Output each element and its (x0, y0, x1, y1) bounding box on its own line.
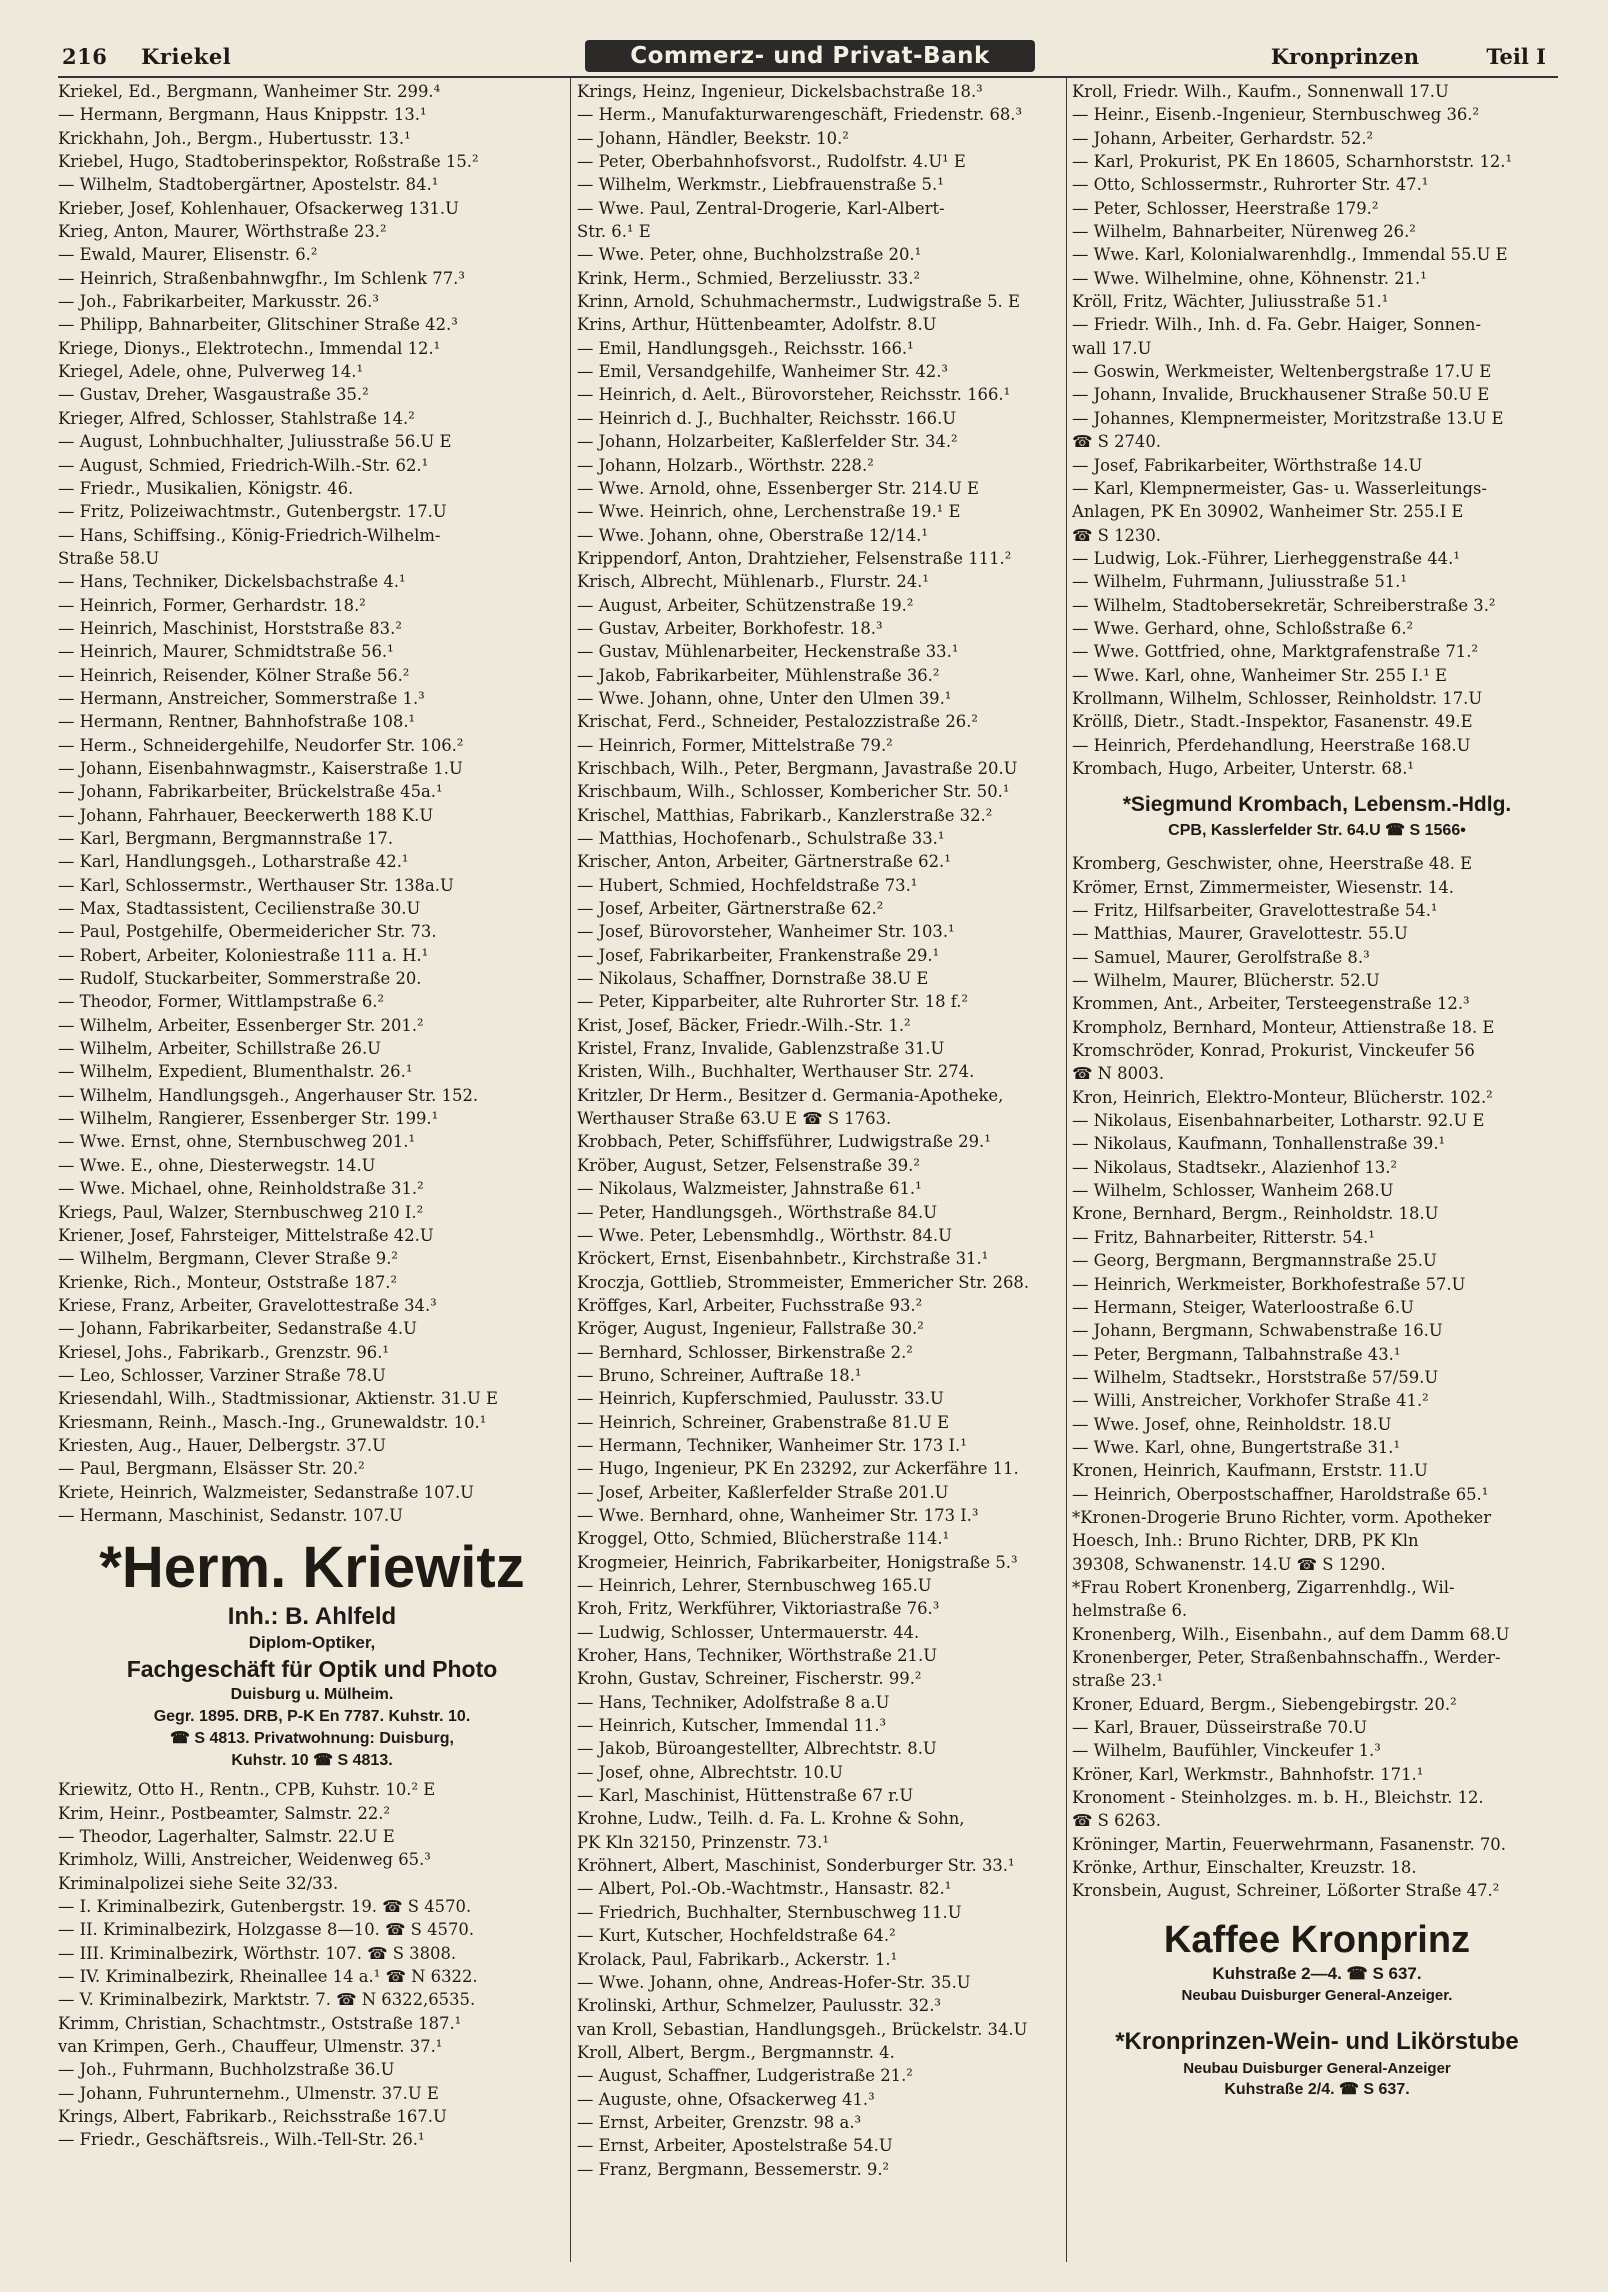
header-rule (58, 76, 1558, 78)
directory-entry: — Hermann, Techniker, Wanheimer Str. 173 I.¹ (577, 1435, 967, 1455)
directory-entry: — Heinrich, Lehrer, Sternbuschweg 165.U (577, 1576, 932, 1595)
directory-entry: Kriege, Dionys., Elektrotechn., Immendal 12.¹ (58, 338, 441, 358)
directory-entry: Kriebel, Hugo, Stadtoberinspektor, Roßstraße 15.² (58, 152, 479, 172)
directory-entry: Krim, Heinr., Postbeamter, Salmstr. 22.² (58, 1803, 391, 1823)
column-1 (58, 80, 566, 2262)
directory-entry: Kristen, Wilh., Buchhalter, Werthauser Str. 274. (577, 1062, 975, 1082)
directory-entry: — Otto, Schlossermstr., Ruhrorter Str. 47.¹ (1072, 175, 1429, 195)
directory-entry: — Josef, ohne, Albrechtstr. 10.U (577, 1762, 843, 1782)
directory-entry: — Nikolaus, Stadtsekr., Alazienhof 13.² (1072, 1157, 1398, 1177)
directory-entry: — Hans, Techniker, Adolfstraße 8 a.U (577, 1692, 890, 1712)
directory-entry: Kritzler, Dr Herm., Besitzer d. Germania-Apotheke, (577, 1085, 1004, 1105)
directory-entry: — Theodor, Lagerhalter, Salmstr. 22.U E (58, 1827, 395, 1846)
directory-entry: — Wwe. Karl, Kolonialwarenhdlg., Immendal 55.U E (1072, 245, 1508, 265)
directory-entry: — Wwe. Karl, ohne, Bungertstraße 31.¹ (1072, 1437, 1401, 1457)
directory-entry: — Wilhelm, Arbeiter, Essenberger Str. 201.² (58, 1015, 424, 1035)
directory-entry: wall 17.U (1072, 338, 1152, 358)
directory-entry: Krink, Herm., Schmied, Berzeliusstr. 33.² (577, 268, 921, 288)
directory-entry: — Johann, Fuhrunternehm., Ulmenstr. 37.U E (58, 2083, 439, 2103)
directory-entry: — Peter, Kipparbeiter, alte Ruhrorter Str. 18 f.² (577, 992, 969, 1012)
directory-entry: — Karl, Maschinist, Hüttenstraße 67 r.U (577, 1786, 914, 1806)
directory-entry: — Hubert, Schmied, Hochfeldstraße 73.¹ (577, 875, 918, 895)
header-right (1211, 44, 1546, 69)
directory-entry: ☎ N 8003. (1072, 1064, 1165, 1084)
directory-entry: Krieg, Anton, Maurer, Wörthstraße 23.² (58, 222, 387, 242)
directory-entry: — Peter, Handlungsgeh., Wörthstraße 84.U (577, 1202, 938, 1222)
directory-entry: — Heinrich, Former, Mittelstraße 79.² (577, 735, 893, 755)
directory-entry: — Karl, Prokurist, PK En 18605, Scharnhorststr. 12.¹ (1072, 152, 1513, 172)
directory-entry: — Johann, Holzarb., Wörthstr. 228.² (577, 455, 874, 475)
directory-entry: — Wilhelm, Stadtsekr., Horststraße 57/59.U (1072, 1367, 1439, 1387)
directory-entry: — Wwe. Wilhelmine, ohne, Köhnenstr. 21.¹ (1072, 268, 1427, 288)
directory-entry: Krohne, Ludw., Teilh. d. Fa. L. Krohne & Sohn, (577, 1809, 965, 1829)
directory-entry: — Joh., Fabrikarbeiter, Markusstr. 26.³ (58, 292, 379, 312)
directory-entry: — Fritz, Bahnarbeiter, Ritterstr. 54.¹ (1072, 1227, 1375, 1247)
directory-entry: Kronsbein, August, Schreiner, Lößorter Straße 47.² (1072, 1881, 1500, 1901)
directory-entry: — Jakob, Fabrikarbeiter, Mühlenstraße 36.² (577, 665, 940, 685)
directory-entry: Kriesendahl, Wilh., Stadtmissionar, Aktienstr. 31.U E (58, 1389, 498, 1409)
directory-entry: — Johann, Holzarbeiter, Kaßlerfelder Str. 34.² (577, 432, 958, 452)
directory-entry: — Heinrich, Kupferschmied, Paulusstr. 33.U (577, 1389, 944, 1409)
ad-home: Kuhstr. 10 ☎ S 4813. (231, 1752, 393, 1770)
directory-entry: Kröninger, Martin, Feuerwehrmann, Fasanenstr. 70. (1072, 1834, 1506, 1854)
directory-entry: — Nikolaus, Walzmeister, Jahnstraße 61.¹ (577, 1179, 922, 1199)
ad-address: CPB, Kasslerfelder Str. 64.U ☎ S 1566• (1168, 822, 1466, 840)
directory-entry: — Wwe. Arnold, ohne, Essenberger Str. 214.U E (577, 478, 980, 498)
directory-entry: — Wilhelm, Baufühler, Vinckeufer 1.³ (1072, 1741, 1381, 1761)
directory-entry: — Leo, Schlosser, Varziner Straße 78.U (58, 1365, 386, 1385)
directory-entry: Kriete, Heinrich, Walzmeister, Sedanstraße 107.U (58, 1482, 474, 1502)
directory-entry: ☎ S 2740. (1072, 432, 1161, 452)
column-1-entries-after (58, 1778, 566, 2152)
directory-entry: Krolinski, Arthur, Schmelzer, Paulusstr. 32.³ (577, 1996, 941, 2016)
directory-entry: — Goswin, Werkmeister, Weltenbergstraße 17.U E (1072, 362, 1492, 382)
directory-entry: — Samuel, Maurer, Gerolfstraße 8.³ (1072, 947, 1370, 967)
directory-entry: — August, Schaffner, Ludgeristraße 21.² (577, 2066, 913, 2086)
directory-entry: — Peter, Bergmann, Talbahnstraße 43.¹ (1072, 1344, 1401, 1364)
directory-entry: — August, Lohnbuchhalter, Juliusstraße 56.U E (58, 432, 452, 452)
bank-banner: Commerz- und Privat-Bank (585, 40, 1035, 72)
directory-entry: Kröllß, Dietr., Stadt.-Inspektor, Fasanenstr. 49.E (1072, 712, 1473, 732)
directory-entry: — Wwe. Bernhard, ohne, Wanheimer Str. 173 I.³ (577, 1505, 979, 1525)
directory-entry: — Heinrich, Straßenbahnwgfhr., Im Schlenk 77.³ (58, 268, 465, 288)
directory-entry: — Wilhelm, Werkmstr., Liebfrauenstraße 5.¹ (577, 175, 944, 195)
directory-entry: — Robert, Arbeiter, Koloniestraße 111 a. H.¹ (58, 945, 429, 965)
directory-entry: — Bruno, Schreiner, Auftraße 18.¹ (577, 1365, 862, 1385)
directory-entry: Werthauser Straße 63.U E ☎ S 1763. (577, 1109, 892, 1129)
directory-entry: Krollmann, Wilhelm, Schlosser, Reinholdstr. 17.U (1072, 688, 1483, 708)
ad-phone: ☎ S 4813. Privatwohnung: Duisburg, (170, 1730, 454, 1748)
ad-owner: Inh.: B. Ahlfeld (227, 1603, 397, 1631)
ad-name: *Siegmund Krombach, Lebensm.-Hdlg. (1122, 793, 1512, 817)
directory-entry: Krieber, Josef, Kohlenhauer, Ofsackerweg 131.U (58, 198, 459, 218)
directory-entry: Kriesten, Aug., Hauer, Delbergstr. 37.U (58, 1435, 386, 1455)
directory-entry: Kroll, Friedr. Wilh., Kaufm., Sonnenwall 17.U (1072, 82, 1449, 101)
directory-entry: — Herm., Schneidergehilfe, Neudorfer Str. 106.² (58, 735, 464, 755)
directory-entry: — Johann, Eisenbahnwagmstr., Kaiserstraße 1.U (58, 758, 463, 778)
directory-entry: — Emil, Versandgehilfe, Wanheimer Str. 42.³ (577, 362, 948, 382)
directory-entry: — Hans, Techniker, Dickelsbachstraße 4.¹ (58, 572, 406, 592)
directory-entry: — Heinrich, Former, Gerhardstr. 18.² (58, 595, 366, 615)
directory-entry: *Kronen-Drogerie Bruno Richter, vorm. Apotheker (1072, 1507, 1492, 1527)
directory-entry: — Paul, Bergmann, Elsässer Str. 20.² (58, 1459, 365, 1479)
directory-entry: Kroher, Hans, Techniker, Wörthstraße 21.U (577, 1646, 938, 1666)
directory-entry: Krompholz, Bernhard, Monteur, Attienstraße 18. E (1072, 1017, 1495, 1037)
directory-entry: — Joh., Fuhrmann, Buchholzstraße 36.U (58, 2060, 395, 2080)
directory-entry: — Nikolaus, Schaffner, Dornstraße 38.U E (577, 969, 929, 989)
directory-entry: — Johann, Fabrikarbeiter, Brückelstraße 45a.¹ (58, 782, 443, 802)
directory-entry: — Ludwig, Schlosser, Untermauerstr. 44. (577, 1622, 920, 1642)
directory-entry: Krischat, Ferd., Schneider, Pestalozzistraße 26.² (577, 712, 978, 732)
directory-entry: *Frau Robert Kronenberg, Zigarrenhdlg., Wil- (1072, 1577, 1455, 1597)
column-3 (1072, 80, 1562, 2262)
column-3-entries (1072, 80, 1562, 780)
directory-entry: — Wwe. Michael, ohne, Reinholdstraße 31.² (58, 1179, 424, 1199)
directory-entry: Anlagen, PK En 30902, Wanheimer Str. 255.I E (1072, 502, 1464, 522)
directory-entry: — Wilhelm, Handlungsgeh., Angerhauser Str. 152. (58, 1085, 479, 1105)
directory-entry: ☎ S 6263. (1072, 1811, 1161, 1831)
directory-entry: — Wwe. Johann, ohne, Andreas-Hofer-Str. 35.U (577, 1972, 971, 1992)
kriewitz-ad (58, 1533, 566, 1772)
directory-entry: — Max, Stadtassistent, Cecilienstraße 30.U (58, 899, 421, 919)
directory-entry: — Wwe. Peter, ohne, Buchholzstraße 20.¹ (577, 245, 922, 265)
directory-entry: — Kurt, Kutscher, Hochfeldstraße 64.² (577, 1926, 896, 1946)
directory-entry: ☎ S 1230. (1072, 525, 1161, 545)
header-left (62, 44, 231, 69)
directory-entry: Kronenberg, Wilh., Eisenbahn., auf dem Damm 68.U (1072, 1624, 1510, 1644)
directory-entry: Kriesel, Johs., Fabrikarb., Grenzstr. 96.¹ (58, 1342, 390, 1362)
directory-entry: — Heinrich, Schreiner, Grabenstraße 81.U E (577, 1412, 950, 1432)
directory-entry: — Wwe. Johann, ohne, Oberstraße 12/14.¹ (577, 525, 928, 545)
directory-entry: PK Kln 32150, Prinzenstr. 73.¹ (577, 1832, 829, 1852)
directory-entry: — Wilhelm, Expedient, Blumenthalstr. 26.¹ (58, 1062, 413, 1082)
directory-entry: — Paul, Postgehilfe, Obermeidericher Str. 73. (58, 922, 437, 942)
directory-entry: — Hans, Schiffsing., König-Friedrich-Wilhelm- (58, 525, 441, 545)
directory-entry: Kriesmann, Reinh., Masch.-Ing., Grunewaldstr. 10.¹ (58, 1412, 487, 1432)
directory-entry: Kroner, Eduard, Bergm., Siebengebirgstr. 20.² (1072, 1694, 1457, 1714)
directory-entry: Krist, Josef, Bäcker, Friedr.-Wilh.-Str. 1.² (577, 1015, 911, 1035)
directory-entry: — Fritz, Polizeiwachtmstr., Gutenbergstr. 17.U (58, 502, 447, 522)
krombach-ad (1072, 790, 1562, 842)
directory-entry: — Karl, Handlungsgeh., Lotharstraße 42.¹ (58, 852, 409, 872)
directory-entry: Krimholz, Willi, Anstreicher, Weidenweg 65.³ (58, 1850, 431, 1870)
directory-entry: — Wwe. E., ohne, Diesterwegstr. 14.U (58, 1155, 376, 1175)
directory-entry: — Wilhelm, Bergmann, Clever Straße 9.² (58, 1249, 399, 1269)
directory-entry: Kröger, August, Ingenieur, Fallstraße 30.² (577, 1319, 924, 1339)
directory-entry: — Matthias, Maurer, Gravelottestr. 55.U (1072, 924, 1408, 944)
directory-entry: — Franz, Bergmann, Bessemerstr. 9.² (577, 2159, 890, 2179)
directory-entry: — Ernst, Arbeiter, Grenzstr. 98 a.³ (577, 2112, 862, 2132)
directory-entry: — Wwe. Johann, ohne, Unter den Ulmen 39.¹ (577, 688, 952, 708)
directory-entry: Krischel, Matthias, Fabrikarb., Kanzlerstraße 32.² (577, 805, 993, 825)
column-2 (577, 80, 1061, 2262)
column-1-entries (58, 80, 566, 1527)
ad-location: Neubau Duisburger General-Anzeiger (1183, 2059, 1451, 2077)
directory-entry: — Gustav, Arbeiter, Borkhofestr. 18.³ (577, 618, 883, 638)
directory-entry: — Josef, Bürovorsteher, Wanheimer Str. 103.¹ (577, 922, 955, 942)
directory-entry: straße 23.¹ (1072, 1671, 1164, 1691)
directory-entry: Krienke, Rich., Monteur, Oststraße 187.² (58, 1272, 398, 1292)
directory-entry: Krohn, Gustav, Schreiner, Fischerstr. 99.² (577, 1669, 922, 1689)
directory-entry: — Heinrich, Reisender, Kölner Straße 56.² (58, 665, 410, 685)
directory-entry: Kröner, Karl, Werkmstr., Bahnhofstr. 171.¹ (1072, 1764, 1424, 1784)
directory-entry: — Johann, Invalide, Bruckhausener Straße 50.U E (1072, 385, 1490, 405)
directory-entry: — Josef, Fabrikarbeiter, Frankenstraße 29.¹ (577, 945, 940, 965)
directory-entry: Krischbaum, Wilh., Schlosser, Kombericher Str. 50.¹ (577, 782, 1010, 802)
directory-entry: — Peter, Schlosser, Heerstraße 179.² (1072, 198, 1379, 218)
header-right-word: Kronprinzen (1270, 44, 1420, 69)
ad-place: Duisburg u. Mülheim. (230, 1686, 394, 1704)
directory-entry: — Ewald, Maurer, Elisenstr. 6.² (58, 245, 318, 265)
directory-entry: — August, Arbeiter, Schützenstraße 19.² (577, 595, 914, 615)
header-left-word: Kriekel (141, 44, 232, 69)
directory-entry: van Krimpen, Gerh., Chauffeur, Ulmenstr. 37.¹ (58, 2037, 443, 2057)
directory-entry: — Friedrich, Buchhalter, Sternbuschweg 11.U (577, 1902, 962, 1922)
directory-entry: — Gustav, Dreher, Wasgaustraße 35.² (58, 385, 369, 405)
column-2-entries (577, 80, 1061, 2181)
directory-entry: — Johann, Arbeiter, Gerhardstr. 52.² (1072, 128, 1374, 148)
directory-entry: — III. Kriminalbezirk, Wörthstr. 107. ☎ S 3808. (58, 1943, 457, 1963)
directory-entry: Krischer, Anton, Arbeiter, Gärtnerstraße 62.¹ (577, 852, 951, 872)
directory-entry: — August, Schmied, Friedrich-Wilh.-Str. 62.¹ (58, 455, 429, 475)
directory-entry: Kron, Heinrich, Elektro-Monteur, Blücherstr. 102.² (1072, 1087, 1493, 1107)
directory-entry: — Josef, Arbeiter, Gärtnerstraße 62.² (577, 899, 884, 919)
directory-entry: — Emil, Handlungsgeh., Reichsstr. 166.¹ (577, 338, 914, 358)
directory-entry: Krommen, Ant., Arbeiter, Tersteegenstraße 12.³ (1072, 994, 1470, 1014)
directory-entry: Kriewitz, Otto H., Rentn., CPB, Kuhstr. 10.² E (58, 1780, 436, 1800)
directory-entry: — Wwe. Gerhard, ohne, Schloßstraße 6.² (1072, 618, 1414, 638)
directory-entry: Krogmeier, Heinrich, Fabrikarbeiter, Honigstraße 5.³ (577, 1552, 1018, 1572)
directory-entry: — Peter, Oberbahnhofsvorst., Rudolfstr. 4.U¹ E (577, 152, 966, 172)
directory-entry: — Wilhelm, Bahnarbeiter, Nürenweg 26.² (1072, 222, 1416, 242)
directory-entry: — Ernst, Arbeiter, Apostelstraße 54.U (577, 2136, 893, 2156)
directory-entry: — Fritz, Hilfsarbeiter, Gravelottestraße 54.¹ (1072, 901, 1438, 920)
directory-entry: — Nikolaus, Eisenbahnarbeiter, Lotharstr. 92.U E (1072, 1111, 1485, 1131)
directory-entry: — Hugo, Ingenieur, PK En 23292, zur Ackerfähre 11. (577, 1459, 1019, 1479)
directory-entry: Kröckert, Ernst, Eisenbahnbetr., Kirchstraße 31.¹ (577, 1249, 989, 1269)
directory-entry: — Wilhelm, Stadtobersekretär, Schreiberstraße 3.² (1072, 595, 1496, 615)
column-3-entries-mid (1072, 852, 1562, 1902)
directory-entry: — Heinrich, Maschinist, Horststraße 83.² (58, 618, 402, 638)
directory-entry: — IV. Kriminalbezirk, Rheinallee 14 a.¹ ☎ N 6322. (58, 1967, 478, 1987)
directory-entry: Kriekel, Ed., Bergmann, Wanheimer Str. 299.⁴ (58, 82, 441, 101)
directory-entry: — Heinrich d. J., Buchhalter, Reichsstr. 166.U (577, 408, 957, 428)
directory-entry: Krippendorf, Anton, Drahtzieher, Felsenstraße 111.² (577, 548, 1012, 568)
directory-entry: — Karl, Bergmann, Bergmannstraße 17. (58, 829, 394, 848)
directory-entry: Kriese, Franz, Arbeiter, Gravelottestraße 34.³ (58, 1295, 437, 1315)
directory-entry: Krings, Heinz, Ingenieur, Dickelsbachstraße 18.³ (577, 82, 983, 101)
directory-entry: Krömer, Ernst, Zimmermeister, Wiesenstr. 14. (1072, 877, 1454, 897)
directory-entry: Kriegel, Adele, ohne, Pulverweg 14.¹ (58, 362, 364, 382)
directory-entry: — Wwe. Karl, ohne, Wanheimer Str. 255 I.¹ E (1072, 665, 1447, 685)
directory-entry: — Johann, Händler, Beekstr. 10.² (577, 128, 849, 148)
directory-entry: — Matthias, Hochofenarb., Schulstraße 33.¹ (577, 829, 945, 848)
directory-entry: — Karl, Brauer, Düsseirstraße 70.U (1072, 1718, 1368, 1738)
directory-entry: — Herm., Manufakturwarengeschäft, Friedenstr. 68.³ (577, 105, 1023, 125)
directory-entry: — Wilhelm, Rangierer, Essenberger Str. 199.¹ (58, 1109, 439, 1129)
directory-entry: — Hermann, Anstreicher, Sommerstraße 1.³ (58, 688, 425, 708)
directory-entry: — Nikolaus, Kaufmann, Tonhallenstraße 39.¹ (1072, 1134, 1446, 1154)
directory-entry: — Heinr., Eisenb.-Ingenieur, Sternbuschweg 36.² (1072, 105, 1480, 125)
directory-entry: — Wwe. Ernst, ohne, Sternbuschweg 201.¹ (58, 1132, 416, 1152)
directory-entry: Kroll, Albert, Bergm., Bergmannstr. 4. (577, 2042, 895, 2062)
directory-entry: — II. Kriminalbezirk, Holzgasse 8—10. ☎ S 4570. (58, 1920, 475, 1940)
directory-entry: helmstraße 6. (1072, 1601, 1188, 1621)
column-divider (1066, 76, 1067, 2262)
directory-entry: — Georg, Bergmann, Bergmannstraße 25.U (1072, 1251, 1437, 1271)
directory-entry: — Hermann, Bergmann, Haus Knippstr. 13.¹ (58, 105, 427, 125)
ad-name: *Herm. Kriewitz (99, 1535, 525, 1601)
kaffee-kronprinz-ad (1072, 1917, 1562, 2006)
directory-entry: — Karl, Schlossermstr., Werthauser Str. 138a.U (58, 875, 454, 895)
directory-entry: Hoesch, Inh.: Bruno Richter, DRB, PK Kln (1072, 1531, 1419, 1551)
directory-entry: Kromschröder, Konrad, Prokurist, Vinckeufer 56 (1072, 1041, 1475, 1061)
directory-entry: Kristel, Franz, Invalide, Gablenzstraße 31.U (577, 1039, 945, 1059)
directory-entry: — Wilhelm, Fuhrmann, Juliusstraße 51.¹ (1072, 572, 1407, 592)
directory-entry: — Wwe. Paul, Zentral-Drogerie, Karl-Albert- (577, 198, 945, 218)
directory-entry: Krimm, Christian, Schachtmstr., Oststraße 187.¹ (58, 2013, 462, 2033)
directory-entry: — Rudolf, Stuckarbeiter, Sommerstraße 20. (58, 969, 422, 989)
directory-entry: — Wilhelm, Stadtobergärtner, Apostelstr. 84.¹ (58, 175, 439, 195)
directory-entry: — Wilhelm, Schlosser, Wanheim 268.U (1072, 1181, 1394, 1201)
ad-address: Kuhstraße 2—4. ☎ S 637. (1212, 1963, 1422, 1983)
directory-entry: Kronenberger, Peter, Straßenbahnschaffn., Werder- (1072, 1648, 1501, 1667)
directory-entry: — Jakob, Büroangestellter, Albrechtstr. 8.U (577, 1739, 937, 1759)
page-number: 216 (62, 44, 108, 69)
directory-entry: Kroggel, Otto, Schmied, Blücherstraße 114.¹ (577, 1529, 950, 1549)
directory-entry: Str. 6.¹ E (577, 222, 651, 242)
directory-entry: — Heinrich, d. Aelt., Bürovorsteher, Reichsstr. 166.¹ (577, 385, 1011, 405)
directory-entry: Kriener, Josef, Fahrsteiger, Mittelstraße 42.U (58, 1225, 434, 1245)
directory-entry: — Gustav, Mühlenarbeiter, Heckenstraße 33.¹ (577, 642, 959, 662)
directory-entry: — Johannes, Klempnermeister, Moritzstraße 13.U E (1072, 408, 1504, 428)
directory-entry: — Josef, Arbeiter, Kaßlerfelder Straße 201.U (577, 1482, 949, 1502)
directory-entry: — Wilhelm, Maurer, Blücherstr. 52.U (1072, 971, 1380, 991)
directory-entry: 39308, Schwanenstr. 14.U ☎ S 1290. (1072, 1554, 1386, 1574)
directory-entry: — Wwe. Heinrich, ohne, Lerchenstraße 19.¹ E (577, 502, 961, 522)
directory-entry: Krieger, Alfred, Schlosser, Stahlstraße 14.² (58, 408, 415, 428)
directory-entry: Krobbach, Peter, Schiffsführer, Ludwigstraße 29.¹ (577, 1132, 991, 1152)
directory-entry: Krisch, Albrecht, Mühlenarb., Flurstr. 24.¹ (577, 572, 929, 592)
directory-entry: Krombach, Hugo, Arbeiter, Unterstr. 68.¹ (1072, 758, 1414, 778)
directory-entry: — Wwe. Peter, Lebensmhdlg., Wörthstr. 84.U (577, 1225, 952, 1245)
directory-entry: — I. Kriminalbezirk, Gutenbergstr. 19. ☎ S 4570. (58, 1897, 472, 1917)
directory-entry: Kröll, Fritz, Wächter, Juliusstraße 51.¹ (1072, 292, 1389, 312)
directory-entry: — Auguste, ohne, Ofsackerweg 41.³ (577, 2089, 875, 2109)
ad-founded: Gegr. 1895. DRB, P-K En 7787. Kuhstr. 10. (153, 1708, 471, 1726)
ad-name: Kaffee Kronprinz (1163, 1918, 1471, 1961)
directory-entry: — Hermann, Steiger, Waterloostraße 6.U (1072, 1297, 1414, 1317)
directory-entry: — Heinrich, Kutscher, Immendal 11.³ (577, 1716, 887, 1736)
directory-entry: Krings, Albert, Fabrikarb., Reichsstraße 167.U (58, 2107, 447, 2127)
directory-entry: — Heinrich, Pferdehandlung, Heerstraße 168.U (1072, 735, 1471, 755)
directory-entry: — Bernhard, Schlosser, Birkenstraße 2.² (577, 1342, 913, 1362)
directory-entry: Kröber, August, Setzer, Felsenstraße 39.² (577, 1155, 920, 1175)
directory-entry: — Wwe. Josef, ohne, Reinholdstr. 18.U (1072, 1414, 1392, 1434)
directory-entry: Kroczja, Gottlieb, Strommeister, Emmericher Str. 268. (577, 1272, 1030, 1292)
directory-entry: — Josef, Fabrikarbeiter, Wörthstraße 14.U (1072, 455, 1423, 475)
directory-entry: Kröhnert, Albert, Maschinist, Sonderburger Str. 33.¹ (577, 1856, 1015, 1876)
directory-entry: — Friedr., Musikalien, Königstr. 46. (58, 478, 354, 498)
directory-entry: — Hermann, Maschinist, Sedanstr. 107.U (58, 1505, 403, 1525)
directory-entry: — V. Kriminalbezirk, Marktstr. 7. ☎ N 6322,6535. (58, 1990, 476, 2010)
directory-entry: Krischbach, Wilh., Peter, Bergmann, Javastraße 20.U (577, 758, 1018, 778)
directory-entry: — Wwe. Gottfried, ohne, Marktgrafenstraße 71.² (1072, 642, 1479, 662)
column-divider (570, 76, 571, 2262)
directory-entry: Kriegs, Paul, Walzer, Sternbuschweg 210 I.² (58, 1202, 424, 1222)
directory-entry: — Johann, Bergmann, Schwabenstraße 16.U (1072, 1321, 1443, 1341)
directory-entry: Krinn, Arnold, Schuhmachermstr., Ludwigstraße 5. E (577, 292, 1020, 312)
directory-entry: — Wilhelm, Arbeiter, Schillstraße 26.U (58, 1039, 381, 1059)
directory-entry: Kroh, Fritz, Werkführer, Viktoriastraße 76.³ (577, 1599, 940, 1619)
directory-entry: — Johann, Fabrikarbeiter, Sedanstraße 4.U (58, 1319, 417, 1339)
directory-entry: — Heinrich, Oberpostschaffner, Haroldstraße 65.¹ (1072, 1484, 1489, 1504)
ad-address: Kuhstraße 2/4. ☎ S 637. (1224, 2080, 1410, 2098)
directory-entry: — Friedr., Geschäftsreis., Wilh.-Tell-Str. 26.¹ (58, 2130, 425, 2150)
directory-entry: — Albert, Pol.-Ob.-Wachtmstr., Hansastr. 82.¹ (577, 1879, 952, 1899)
directory-entry: — Heinrich, Werkmeister, Borkhofestraße 57.U (1072, 1274, 1466, 1294)
ad-name: *Kronprinzen-Wein- und Likörstube (1115, 2027, 1519, 2055)
directory-entry: — Friedr. Wilh., Inh. d. Fa. Gebr. Haiger, Sonnen- (1072, 315, 1481, 335)
directory-entry: Kröffges, Karl, Arbeiter, Fuchsstraße 93.² (577, 1295, 923, 1315)
directory-entry: — Ludwig, Lok.-Führer, Lierheggenstraße 44.¹ (1072, 548, 1460, 568)
directory-entry: Krolack, Paul, Fabrikarb., Ackerstr. 1.¹ (577, 1949, 898, 1969)
header-part: Teil I (1486, 44, 1546, 69)
directory-entry: Straße 58.U (58, 548, 160, 568)
ad-title: Diplom-Optiker, (248, 1633, 376, 1653)
directory-entry: Krickhahn, Joh., Bergm., Hubertusstr. 13.¹ (58, 128, 411, 148)
directory-entry: Kriminalpolizei siehe Seite 32/33. (58, 1873, 339, 1893)
directory-entry: — Philipp, Bahnarbeiter, Glitschiner Straße 42.³ (58, 315, 458, 335)
directory-entry: Kronen, Heinrich, Kaufmann, Erststr. 11.U (1072, 1461, 1428, 1481)
directory-entry: Krins, Arthur, Hüttenbeamter, Adolfstr. 8.U (577, 315, 937, 335)
kronprinzen-weinstube-ad (1072, 2026, 1562, 2101)
directory-entry: — Hermann, Rentner, Bahnhofstraße 108.¹ (58, 712, 416, 732)
directory-entry: Kromberg, Geschwister, ohne, Heerstraße 48. E (1072, 854, 1473, 874)
directory-entry: Kronoment - Steinholzges. m. b. H., Bleichstr. 12. (1072, 1788, 1484, 1808)
directory-entry: — Willi, Anstreicher, Vorkhofer Straße 41.² (1072, 1391, 1429, 1411)
directory-entry: van Kroll, Sebastian, Handlungsgeh., Brückelstr. 34.U (577, 2019, 1028, 2039)
directory-entry: Krönke, Arthur, Einschalter, Kreuzstr. 18. (1072, 1858, 1417, 1878)
directory-entry: — Theodor, Former, Wittlampstraße 6.² (58, 992, 385, 1012)
ad-location: Neubau Duisburger General-Anzeiger. (1181, 1986, 1453, 2004)
directory-entry: Krone, Bernhard, Bergm., Reinholdstr. 18.U (1072, 1204, 1439, 1224)
ad-business: Fachgeschäft für Optik und Photo (126, 1656, 498, 1683)
directory-entry: — Johann, Fahrhauer, Beeckerwerth 188 K.U (58, 805, 434, 825)
directory-entry: — Karl, Klempnermeister, Gas- u. Wasserleitungs- (1072, 478, 1487, 498)
directory-entry: — Heinrich, Maurer, Schmidtstraße 56.¹ (58, 642, 394, 662)
